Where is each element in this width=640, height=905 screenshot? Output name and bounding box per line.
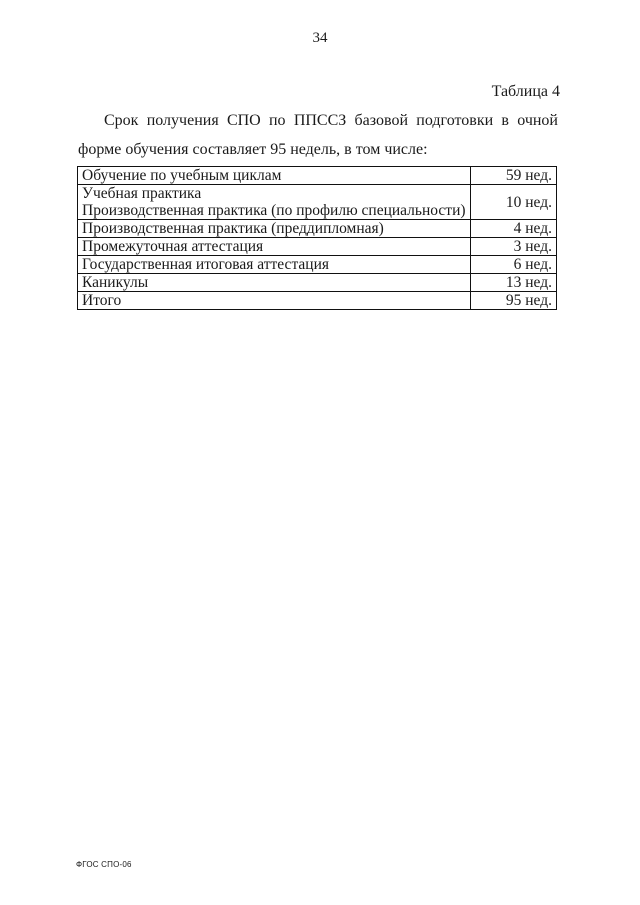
row-name: Обучение по учебным циклам [78, 167, 471, 185]
table-row [78, 256, 557, 274]
table-row [78, 185, 557, 203]
table-row [78, 238, 557, 256]
table-row [78, 167, 557, 185]
row-name: Итого [78, 292, 471, 310]
table-row-total [78, 292, 557, 310]
row-value: 3 нед. [470, 238, 556, 256]
table-label: Таблица 4 [491, 83, 560, 100]
table-row [78, 274, 557, 292]
row-value: 6 нед. [470, 256, 556, 274]
row-name: Учебная практика [78, 185, 471, 203]
row-value: 59 нед. [470, 167, 556, 185]
row-name: Производственная практика (преддипломная) [78, 220, 471, 238]
row-value: 4 нед. [470, 220, 556, 238]
row-value: 10 нед. [470, 185, 556, 220]
row-value: 95 нед. [470, 292, 556, 310]
intro-paragraph [78, 106, 558, 164]
row-name: Каникулы [78, 274, 471, 292]
duration-table [77, 166, 557, 310]
footer-mark: ФГОС СПО-06 [76, 860, 132, 869]
page-number: 34 [312, 30, 328, 46]
row-name: Государственная итоговая аттестация [78, 256, 471, 274]
row-name: Производственная практика (по профилю специальности) [78, 202, 471, 220]
table-row [78, 220, 557, 238]
row-value: 13 нед. [470, 274, 556, 292]
row-name: Промежуточная аттестация [78, 238, 471, 256]
intro-text: Срок получения СПО по ППССЗ базовой подготовки в очной форме обучения составляет 95 недель, в том числе: [78, 112, 558, 158]
